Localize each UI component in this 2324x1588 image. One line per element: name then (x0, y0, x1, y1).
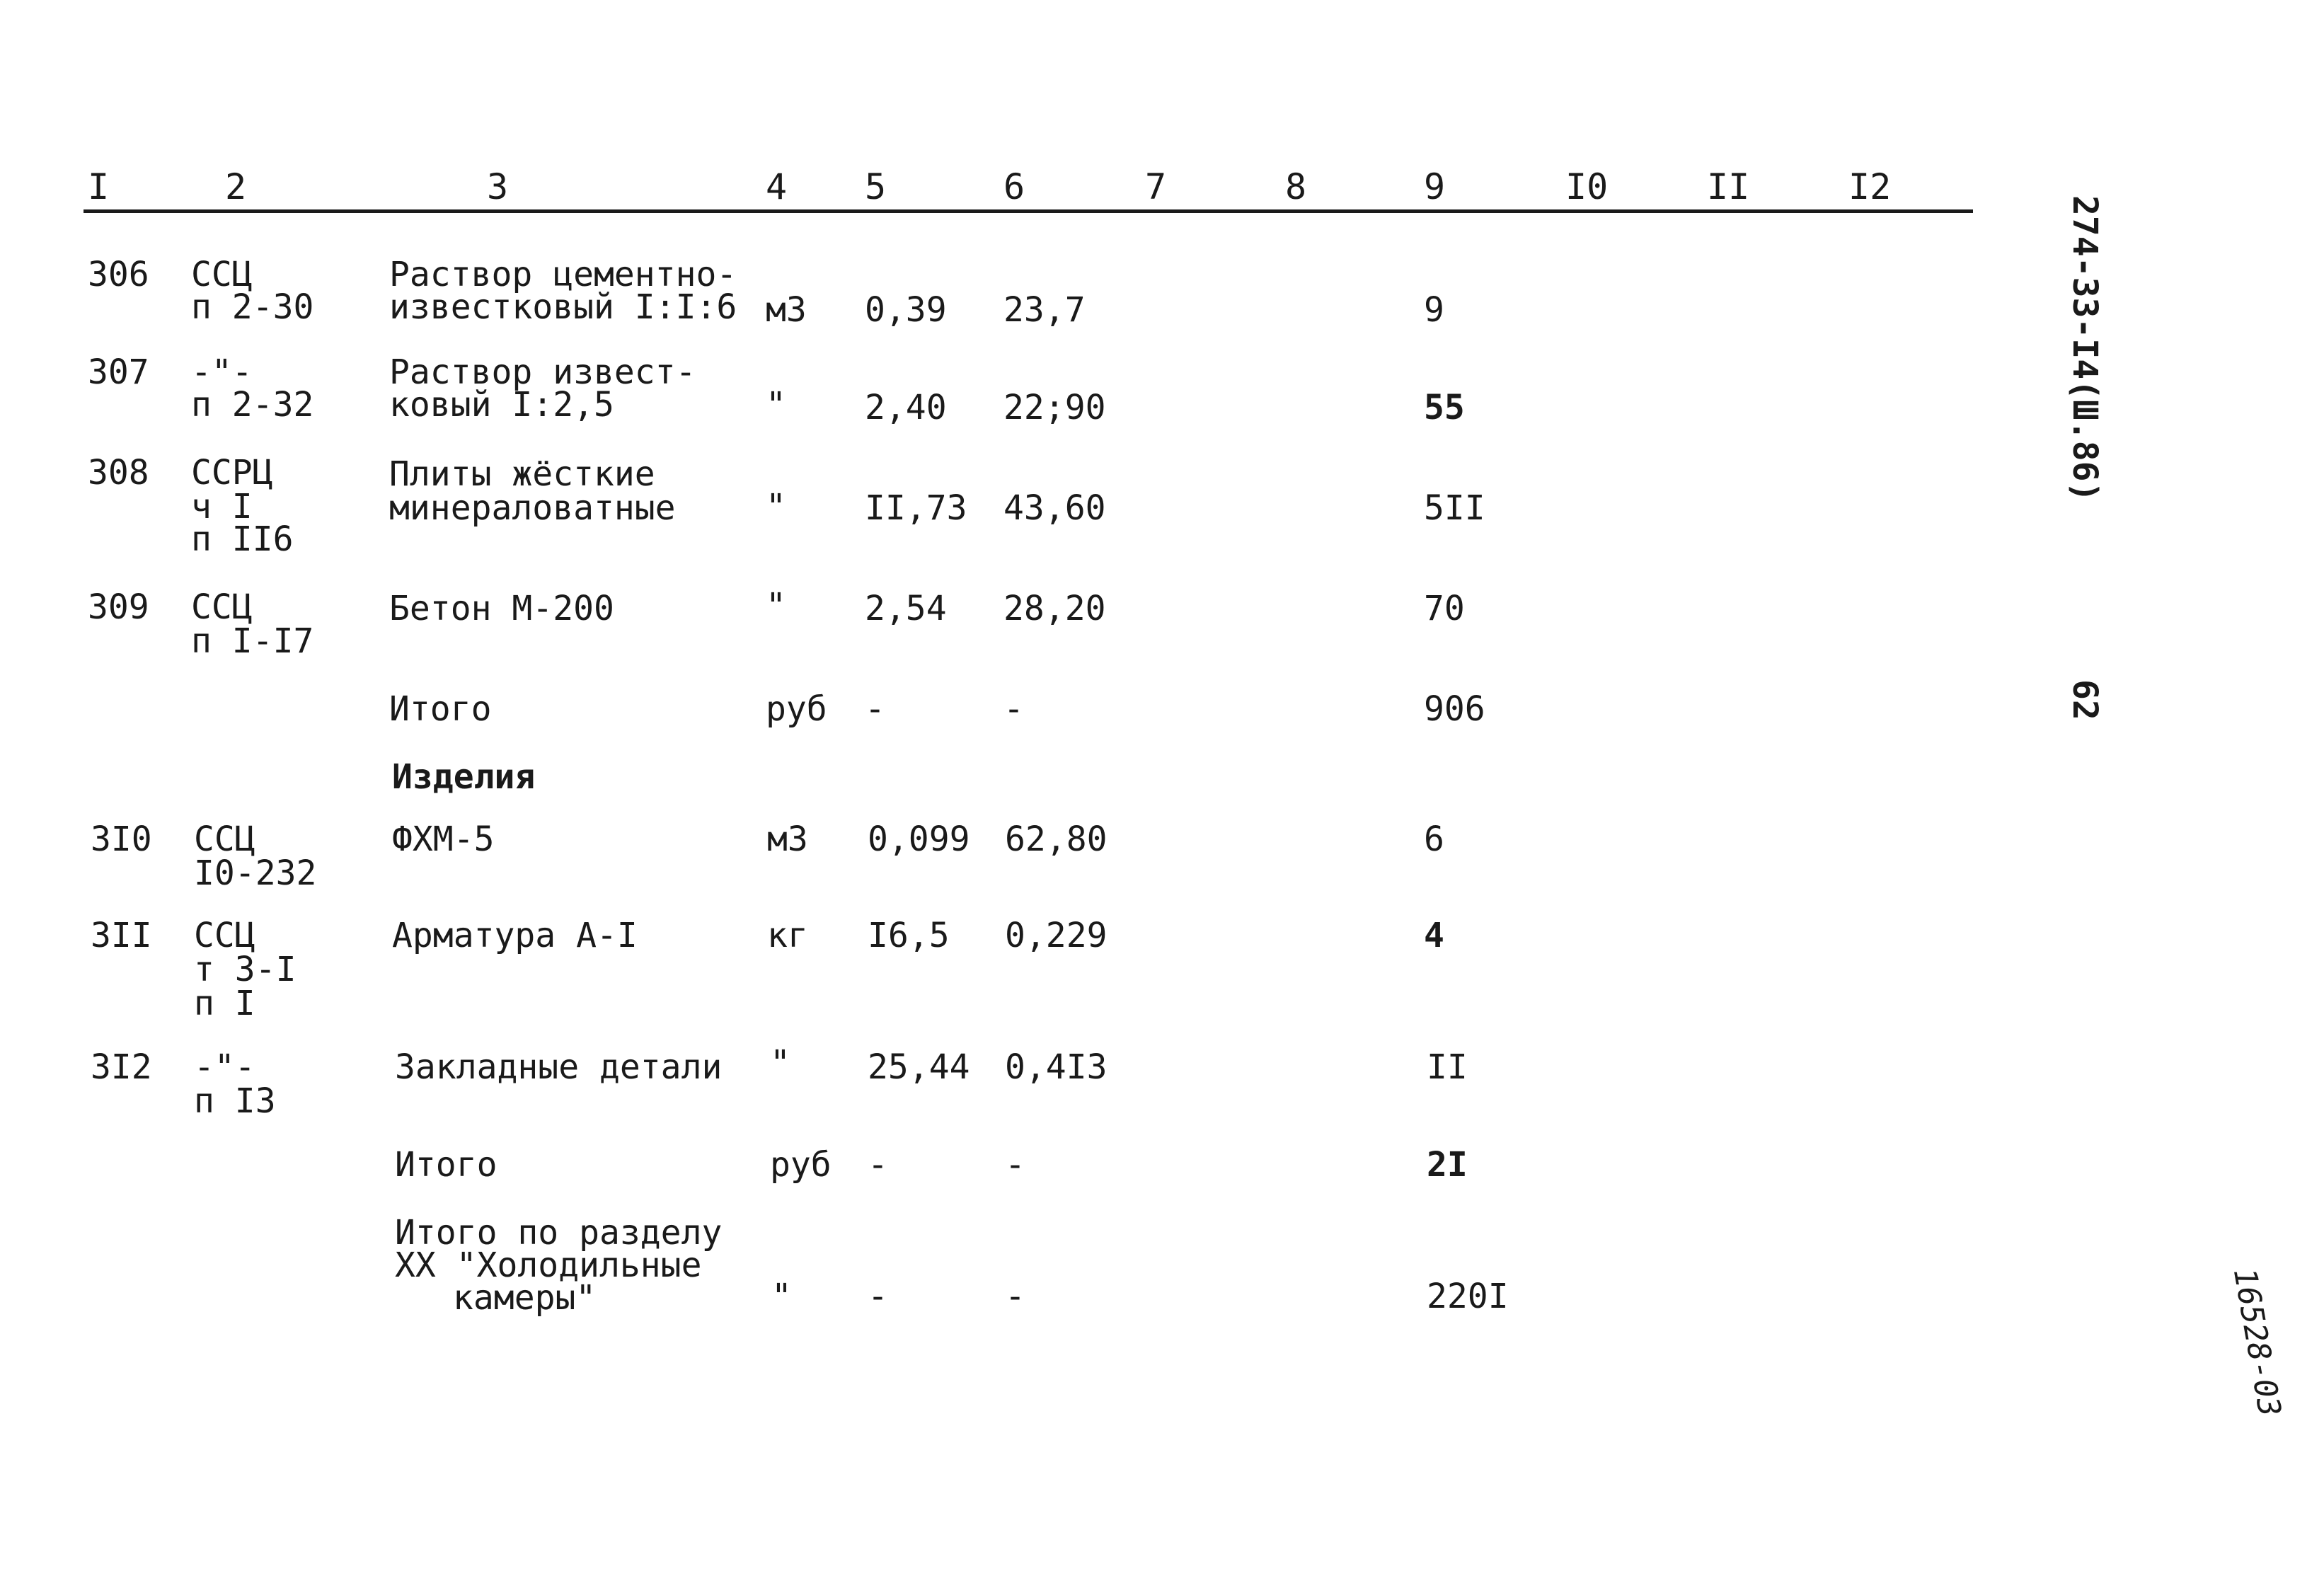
column-header-1: I (88, 166, 110, 207)
column-header-4: 4 (766, 166, 788, 207)
row-unit: " (771, 1277, 792, 1316)
row-code-line: ССЦ (194, 819, 255, 859)
column-header-3: 3 (487, 166, 509, 207)
row-code-line: ССЦ (194, 916, 255, 955)
row-total: 4 (1424, 916, 1444, 955)
row-number: 309 (88, 587, 149, 627)
row-total: 70 (1424, 589, 1465, 628)
row-quantity: 25,44 (868, 1047, 970, 1087)
row-unit: руб (766, 689, 827, 729)
column-header-8: 8 (1285, 166, 1307, 207)
row-quantity: 2,54 (865, 589, 947, 628)
row-code-line: -"- (191, 352, 253, 392)
row-total: 6 (1424, 819, 1444, 859)
subtotal-value: 2I (1427, 1145, 1468, 1185)
row-name-line: ковый I:2,5 (389, 385, 614, 425)
row-unit: " (766, 385, 786, 425)
row-unit: кг (767, 916, 808, 955)
row-price: 0,4I3 (1005, 1047, 1108, 1087)
section-total-label-line: ХХ "Холодильные (395, 1245, 702, 1285)
row-quantity: 0,39 (865, 290, 947, 330)
row-name-line: Раствор цементно- (389, 255, 737, 294)
column-header-10: I0 (1565, 166, 1609, 207)
section-total-value: 220I (1427, 1277, 1509, 1316)
row-quantity: - (868, 1145, 888, 1185)
row-name-line: Закладные детали (395, 1047, 723, 1087)
section-total-label-line: камеры" (453, 1278, 597, 1318)
column-header-6: 6 (1003, 166, 1025, 207)
row-code-line: т 3-I (194, 950, 297, 989)
column-header-7: 7 (1145, 166, 1167, 207)
row-name-line: Плиты жёсткие (389, 454, 655, 494)
row-code-line: ССРЦ (191, 453, 273, 493)
column-header-12: I2 (1848, 166, 1892, 207)
row-quantity: - (868, 1277, 888, 1316)
section-total-label-line: Итого по разделу (395, 1213, 723, 1253)
row-unit: " (766, 487, 786, 527)
row-price: - (1003, 689, 1024, 729)
row-price: 28,20 (1003, 589, 1106, 628)
row-total: 55 (1424, 388, 1465, 427)
row-number: 3I0 (91, 819, 152, 859)
row-price: - (1005, 1277, 1025, 1316)
header-rule (84, 209, 1973, 213)
row-unit: руб (770, 1145, 832, 1185)
row-total: II (1427, 1047, 1468, 1087)
row-price: 0,229 (1005, 916, 1108, 955)
row-price: 23,7 (1003, 290, 1086, 330)
subtotal-label: Итого (395, 1145, 497, 1185)
row-price: 62,80 (1005, 819, 1108, 859)
row-code-line: I0-232 (194, 853, 317, 893)
row-code-line: п 2-30 (191, 287, 314, 327)
row-quantity: II,73 (865, 488, 967, 528)
row-unit: " (766, 586, 786, 626)
row-quantity: 2,40 (865, 388, 947, 427)
row-name-line: Бетон М-200 (389, 589, 614, 628)
document-code: 274-33-I4(Ш.86) (2065, 195, 2105, 502)
column-header-9: 9 (1424, 166, 1446, 207)
column-header-5: 5 (865, 166, 887, 207)
column-header-2: 2 (225, 166, 247, 207)
row-unit: " (770, 1043, 790, 1083)
page-number: 62 (2065, 679, 2105, 720)
subtotal-label: Итого (389, 689, 492, 729)
row-code-line: ССЦ (191, 587, 253, 627)
row-unit: м3 (766, 290, 807, 330)
row-number: 3II (91, 916, 152, 955)
row-price: - (1005, 1145, 1025, 1185)
row-name-line: Арматура А-I (392, 916, 638, 955)
row-total: 5II (1424, 488, 1485, 528)
row-unit: м3 (767, 819, 808, 859)
row-code-line: п I3 (194, 1081, 276, 1121)
archive-number: 16528-03 (2226, 1265, 2288, 1420)
row-total: 9 (1424, 290, 1444, 330)
row-number: 308 (88, 453, 149, 493)
row-code-line: -"- (194, 1047, 255, 1087)
row-name-line: минераловатные (389, 488, 676, 528)
row-code-line: ч I (191, 487, 253, 527)
row-name-line: ФХМ-5 (392, 819, 495, 859)
row-code-line: п I (194, 984, 255, 1023)
row-code-line: п 2-32 (191, 385, 314, 425)
row-name-line: Раствор извест- (389, 352, 696, 392)
section-heading: Изделия (392, 757, 536, 797)
row-code-line: ССЦ (191, 255, 253, 294)
row-price: 43,60 (1003, 488, 1106, 528)
row-number: 307 (88, 352, 149, 392)
row-quantity: 0,099 (868, 819, 970, 859)
row-code-line: п II6 (191, 519, 294, 559)
row-name-line: известковый I:I:6 (389, 287, 737, 327)
row-price: 22;90 (1003, 388, 1106, 427)
row-quantity: I6,5 (868, 916, 950, 955)
subtotal-value: 906 (1424, 689, 1485, 729)
row-number: 3I2 (91, 1047, 152, 1087)
row-number: 306 (88, 255, 149, 294)
row-code-line: п I-I7 (191, 621, 314, 661)
row-quantity: - (865, 689, 885, 729)
column-header-11: II (1707, 166, 1750, 207)
